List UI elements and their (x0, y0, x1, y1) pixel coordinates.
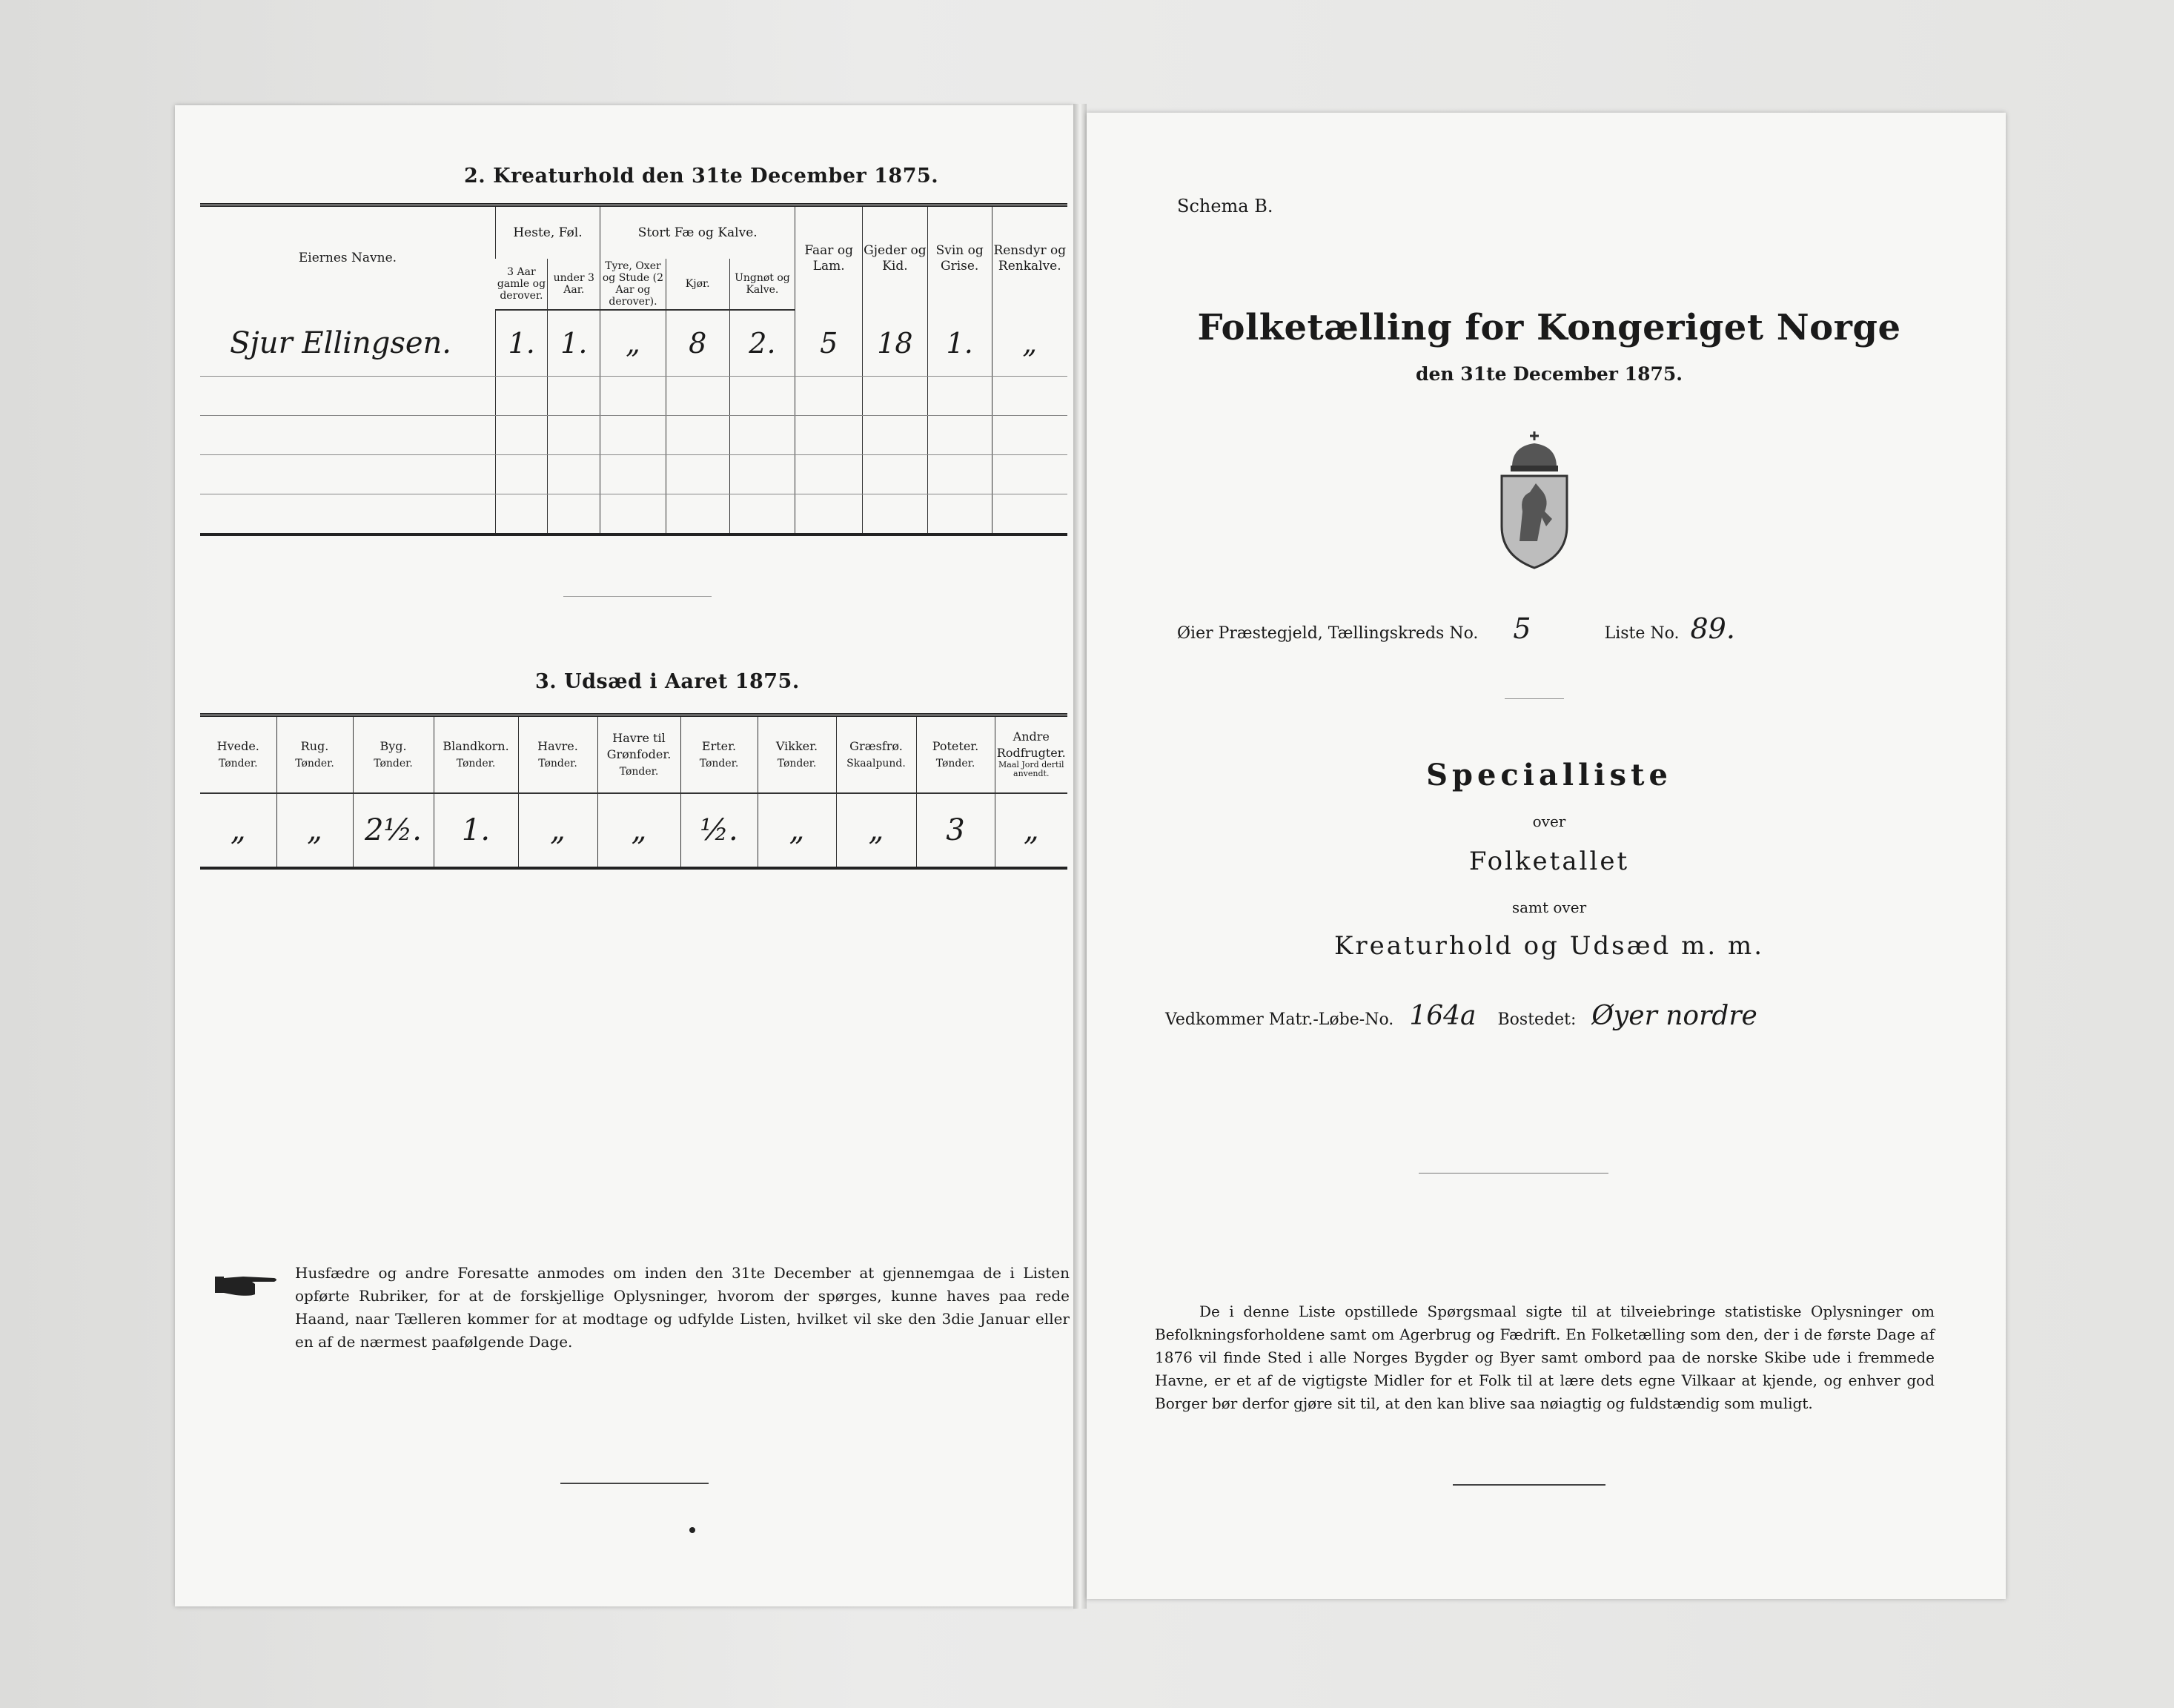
kreaturhold-heading: Kreaturhold og Udsæd m. m. (1333, 931, 1764, 961)
col-heste-3aar: 3 Aar gamle og derover. (495, 259, 548, 310)
col-vikker: Vikker. Tønder. (758, 715, 836, 794)
cell-ungnot: 2. (729, 310, 795, 377)
cell-havre: „ (518, 793, 597, 868)
prestegjeld-label: Præstegjeld, Tællingskreds No. (1218, 624, 1479, 643)
pointing-hand-icon (213, 1269, 280, 1297)
table-row (200, 310, 1067, 377)
col-blandkorn: Blandkorn. Tønder. (434, 715, 518, 794)
cell-heste-3aar: 1. (495, 310, 548, 377)
livestock-table (200, 203, 1067, 536)
table-row (200, 494, 1067, 535)
bosted-label: Bostedet: (1497, 1010, 1577, 1029)
seed-table (200, 713, 1067, 870)
livestock-title: 2. Kreaturhold den 31te December 1875. (464, 165, 939, 188)
cell-poteter: 3 (916, 793, 995, 868)
col-erter: Erter. Tønder. (680, 715, 758, 794)
col-heste-under3: under 3 Aar. (548, 259, 600, 310)
col-storfe-header: Stort Fæ og Kalve. (600, 205, 795, 259)
matr-label: Vedkommer Matr.-Løbe-No. (1165, 1010, 1394, 1029)
divider (1419, 1173, 1608, 1174)
table-row (200, 455, 1067, 494)
col-ungnot: Ungnøt og Kalve. (729, 259, 795, 310)
col-havre: Havre. Tønder. (518, 715, 597, 794)
cell-rug: „ (276, 793, 353, 868)
col-svin-header: Svin og Grise. (927, 205, 992, 311)
col-faar-header: Faar og Lam. (795, 205, 863, 311)
table-row (200, 793, 1067, 868)
samt-over-label: samt over (1511, 898, 1587, 916)
cell-graesfro: „ (836, 793, 916, 868)
cell-svin: 1. (927, 310, 992, 377)
table-row (200, 377, 1067, 416)
cell-tyre: „ (600, 310, 666, 377)
table-row (200, 416, 1067, 455)
specialliste-heading: Specialliste (1426, 758, 1672, 792)
owner-name: Sjur Ellingsen. (200, 310, 495, 377)
col-tyre: Tyre, Oxer og Stude (2 Aar og derover). (600, 259, 666, 310)
col-poteter: Poteter. Tønder. (916, 715, 995, 794)
matrikkel-line (1165, 1001, 1757, 1031)
over-label: over (1532, 812, 1566, 830)
col-heste-header: Heste, Føl. (495, 205, 600, 259)
folketallet-heading: Folketallet (1468, 847, 1630, 876)
liste-number: 89. (1690, 612, 1735, 645)
cell-havre-gronfoder: „ (597, 793, 680, 868)
cell-andre: „ (995, 793, 1067, 868)
cell-vikker: „ (758, 793, 836, 868)
census-date: den 31te December 1875. (1416, 363, 1683, 385)
schema-label: Schema B. (1177, 196, 1273, 216)
col-gjeder-header: Gjeder og Kid. (863, 205, 928, 311)
matr-number: 164a (1409, 1001, 1477, 1031)
page-title: Folketælling for Kongeriget Norge (1197, 307, 1901, 348)
divider (1453, 1484, 1605, 1486)
col-hvede: Hvede. Tønder. (200, 715, 276, 794)
divider (560, 1483, 709, 1484)
liste-label: Liste No. (1604, 624, 1680, 643)
cell-heste-under3: 1. (548, 310, 600, 377)
cell-erter: ½. (680, 793, 758, 868)
cell-faar: 5 (795, 310, 863, 377)
divider (563, 596, 712, 597)
cell-kjor: 8 (666, 310, 729, 377)
divider (1505, 698, 1564, 699)
col-rug: Rug. Tønder. (276, 715, 353, 794)
cell-gjeder: 18 (863, 310, 928, 377)
coat-of-arms-icon (1490, 430, 1579, 571)
notice-text: Husfædre og andre Foresatte anmodes om inden den 31te December at gjennemgaa de i Listen opførte Rubriker, for at de forskjellige Oplysninger, hvorom der spørges, kunne haves paa rede Haand, naar Tælleren kommer for at modtage og udfylde Listen, hvilket vil ske den 3die Januar eller en af de nærmest paafølgende Dage. (295, 1264, 1070, 1351)
purpose-text: De i denne Liste opstillede Spørgsmaal sigte til at tilveiebringe statistiske Oplysninger om Befolkningsforholdene samt om Agerbrug og Fædrift. En Folketælling som den, der i de første Dage af 1876 vil finde Sted i alle Norges Bygder og Byer samt ombord paa de norske Skibe ude i fremmede Havne, er et af de vigtigste Midler for et Folk til at lære dets egne Vilkaar at kjende, og enhver god Borger bør derfor gjøre sit til, at den kan blive saa nøiagtig og fuldstændig som muligt. (1155, 1302, 1935, 1412)
col-havre-gronfoder: Havre til Grønfoder. Tønder. (597, 715, 680, 794)
bosted-name: Øyer nordre (1591, 1001, 1757, 1031)
cell-blandkorn: 1. (434, 793, 518, 868)
cell-rensdyr: „ (992, 310, 1067, 377)
col-andre-rodfrugter: Andre Rodfrugter. Maal Jord dertil anvendt. (995, 715, 1067, 794)
kreds-number: 5 (1513, 612, 1531, 645)
col-rensdyr-header: Rensdyr og Renkalve. (992, 205, 1067, 311)
col-owner-header: Eiernes Navne. (298, 251, 397, 266)
district-line (1177, 612, 1735, 645)
col-byg: Byg. Tønder. (353, 715, 434, 794)
book-spine (1073, 104, 1087, 1609)
parish-name: Øier (1177, 624, 1213, 643)
cell-hvede: „ (230, 813, 246, 847)
cell-byg: 2½. (353, 793, 434, 868)
col-kjor: Kjør. (666, 259, 729, 310)
col-graesfro: Græsfrø. Skaalpund. (836, 715, 916, 794)
ink-dot (689, 1527, 695, 1533)
seed-title: 3. Udsæd i Aaret 1875. (535, 670, 800, 693)
